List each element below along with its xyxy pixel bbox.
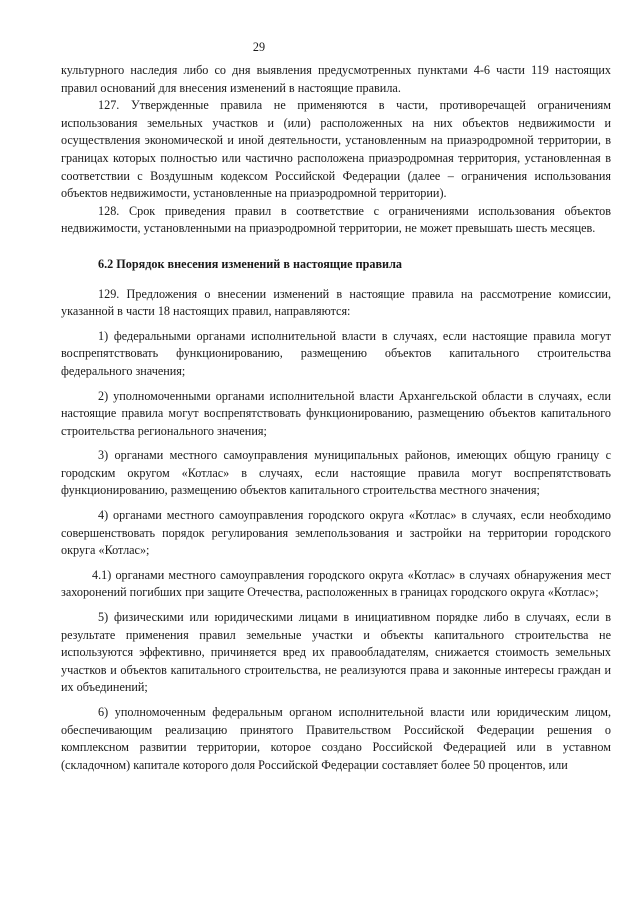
paragraph-continuation: культурного наследия либо со дня выявления предусмотренных пунктами 4-6 части 119 настоящих правил оснований для внесения изменений в настоящие правила. (61, 63, 611, 95)
section-heading: 6.2 Порядок внесения изменений в настоящие правила (98, 256, 403, 271)
list-item-1: 1) федеральными органами исполнительной власти в случаях, если настоящие правила могут воспрепятствовать функционированию, размещению объектов капитального строительства федерального значения; (61, 328, 611, 378)
page-number: 29 (252, 40, 266, 54)
paragraph-129: 129. Предложения о внесении изменений в настоящие правила на рассмотрение комиссии, указанной в части 18 настоящих правил, направляются: (61, 286, 611, 319)
list-item-4: 4) органами местного самоуправления городского округа «Котлас» в случаях, если необходимо совершенствовать порядок регулирования землепользования и застройки на территории городского округа «Котлас»; (61, 508, 611, 558)
list-item-3: 3) органами местного самоуправления муниципальных районов, имеющих общую границу с городским округом «Котлас» в случаях, если настоящие правила могут воспрепятствовать функционированию, размещению объектов капитального строительства местного значения; (61, 448, 611, 498)
list-item-2: 2) уполномоченными органами исполнительной власти Архангельской области в случаях, если настоящие правила могут воспрепятствовать функционированию, размещению объектов капитального строительства регионального значения; (61, 388, 611, 438)
document-body (61, 62, 611, 774)
paragraph-127: 127. Утвержденные правила не применяются в части, противоречащей ограничениям использования земельных участков и (или) расположенных на них объектов недвижимости и осуществления экономической и иной деятельности, установленным на приаэродромной территории, в границах которых полностью или частично расположена приаэродромная территория, установленная в соответствии с Воздушным кодексом Российской Федерации (далее – ограничения использования объектов недвижимости, установленные на приаэродромной территории). (61, 98, 611, 201)
list-item-4-1: 4.1) органами местного самоуправления городского округа «Котлас» в случаях обнаружения мест захоронений погибших при защите Отечества, расположенных в границах городского округа «Котлас»; (61, 567, 611, 600)
paragraph-128: 128. Срок приведения правил в соответствие с ограничениями использования объектов недвижимости, установленными на приаэродромной территории, не может превышать шесть месяцев. (61, 203, 611, 236)
list-item-5: 5) физическими или юридическими лицами в инициативном порядке либо в случаях, если в результате применения правил земельные участки и объекты капитального строительства не используются эффективно, причиняется вред их правообладателям, снижается стоимость земельных участков и объектов капитального строительства, не реализуются права и законные интересы граждан и их объединений; (61, 610, 611, 695)
list-item-6: 6) уполномоченным федеральным органом исполнительной власти или юридическим лицом, обеспечивающим реализацию принятого Правительством Российской Федерации решения о комплексном развитии территории, которое создано Российской Федерацией или в уставном (складочном) капитале которого доля Российской Федерации составляет более 50 процентов, или (61, 705, 611, 772)
